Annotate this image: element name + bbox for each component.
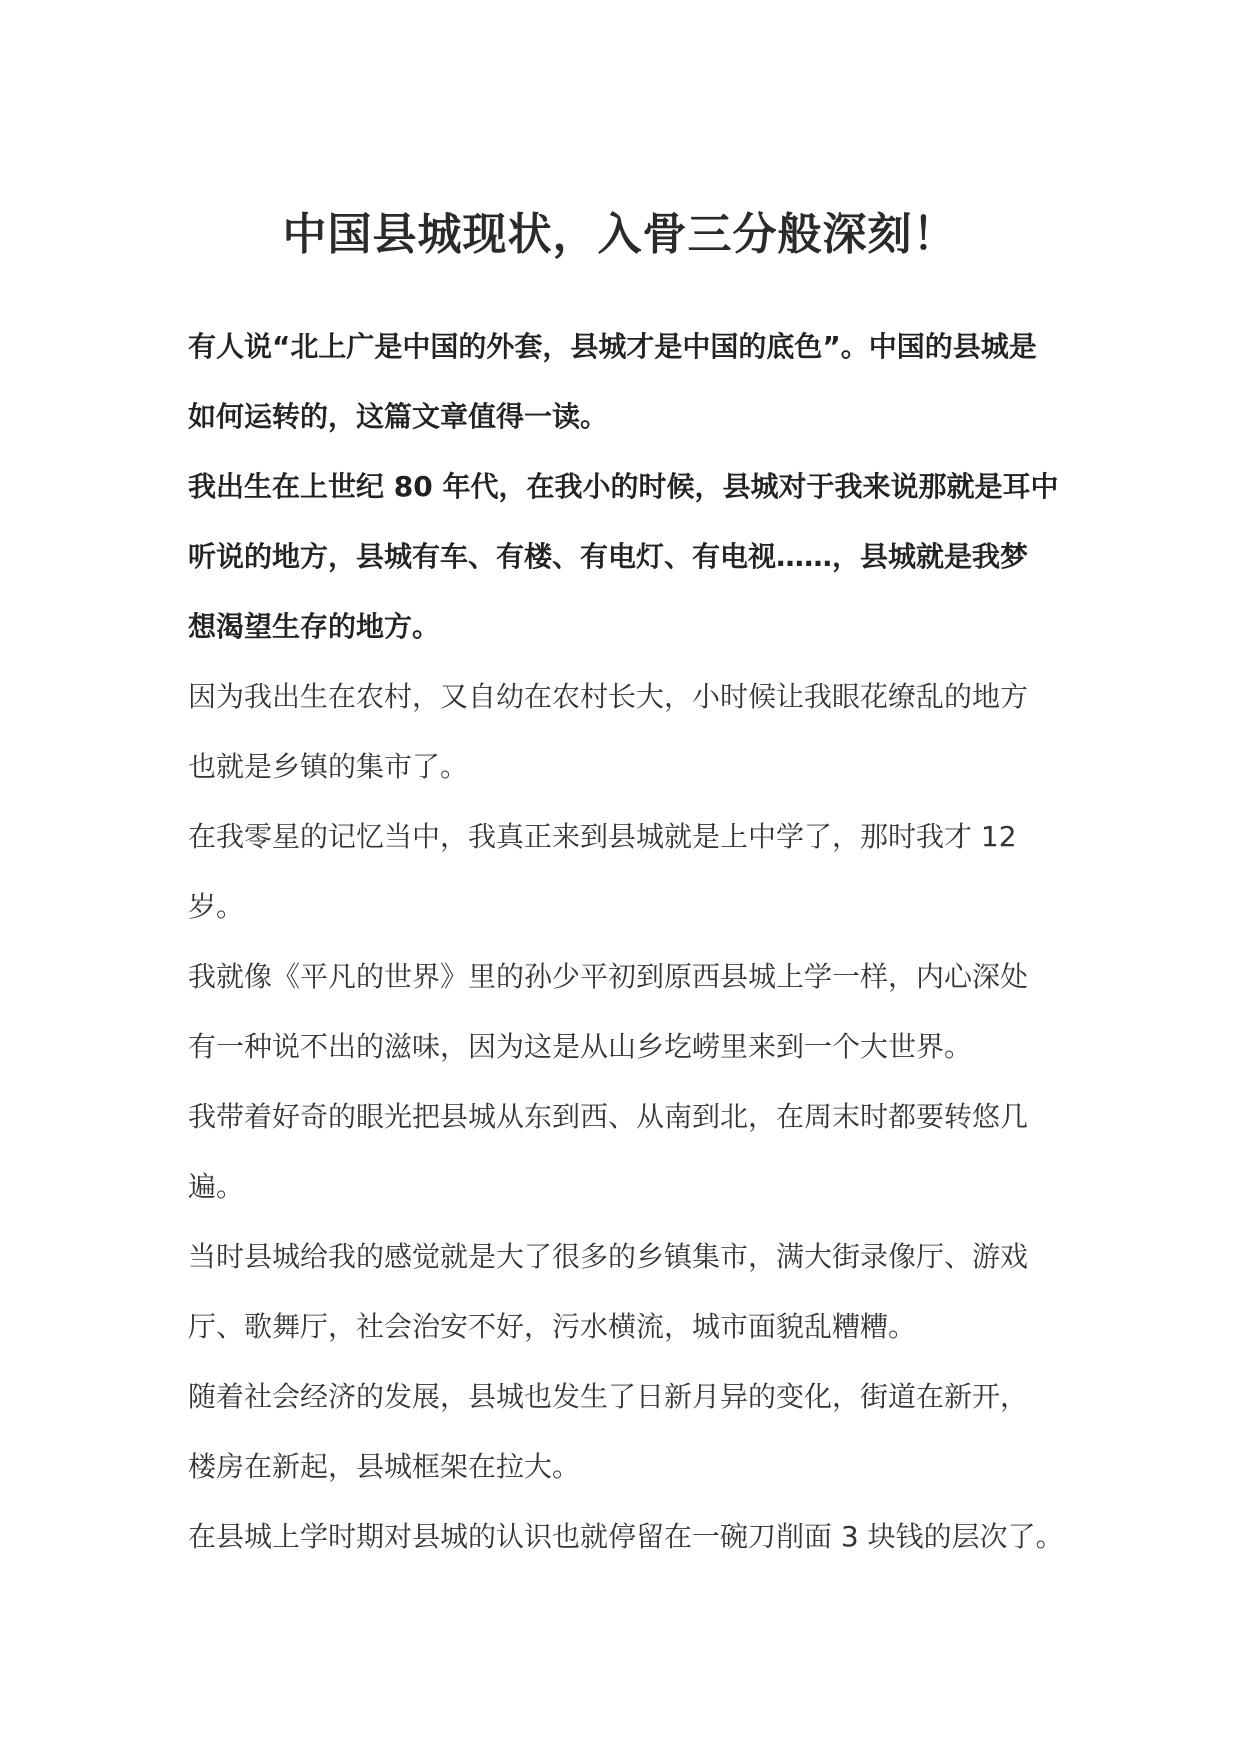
- paragraph-noodles: 在县城上学时期对县城的认识也就停留在一碗刀削面 3 块钱的层次了。: [188, 1520, 1064, 1553]
- paragraph-ordinary-world: 我就像《平凡的世界》里的孙少平初到原西县城上学一样，内心深处 有一种说不出的滋味，因为这是从山乡圪崂里来到一个大世界。: [188, 960, 1029, 1063]
- paragraph-childhood: 我出生在上世纪 80 年代，在我小的时候，县城对于我来说那就是耳中 听说的地方，县城有车、有楼、有电灯、有电视……，县城就是我梦 想渴望生存的地方。: [188, 470, 1059, 643]
- paragraph-middle-school: 在我零星的记忆当中，我真正来到县城就是上中学了，那时我才 12 岁。: [188, 820, 1017, 923]
- document-body: [188, 312, 1068, 1572]
- paragraph-curiosity: 我带着好奇的眼光把县城从东到西、从南到北，在周末时都要转悠几 遍。: [188, 1100, 1029, 1203]
- paragraph-countryside: 因为我出生在农村，又自幼在农村长大，小时候让我眼花缭乱的地方 也就是乡镇的集市了。: [188, 680, 1029, 783]
- paragraph-impression: 当时县城给我的感觉就是大了很多的乡镇集市，满大街录像厅、游戏 厅、歌舞厅，社会治安不好，污水横流，城市面貌乱糟糟。: [188, 1240, 1029, 1343]
- paragraph-development: 随着社会经济的发展，县城也发生了日新月异的变化，街道在新开， 楼房在新起，县城框架在拉大。: [188, 1380, 1029, 1483]
- document-title: 中国县城现状，入骨三分般深刻！: [282, 209, 958, 260]
- paragraph-intro: 有人说“北上广是中国的外套，县城才是中国的底色”。中国的县城是 如何运转的，这篇文章值得一读。: [188, 330, 1037, 433]
